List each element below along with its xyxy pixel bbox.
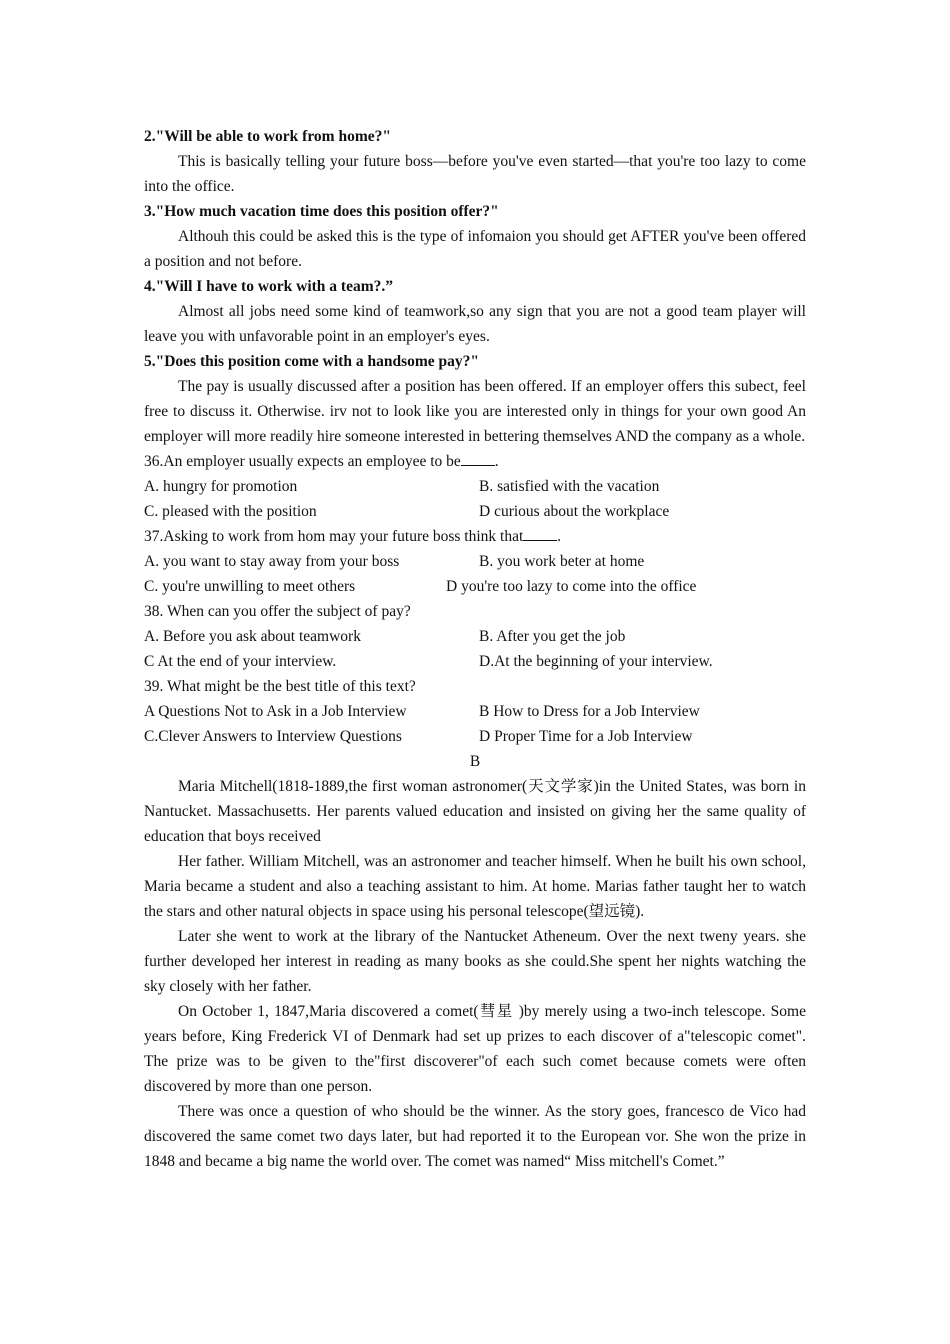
tip-5-heading: 5."Does this position come with a handsome pay?" bbox=[144, 353, 479, 370]
option-d: D.At the beginning of your interview. bbox=[479, 653, 713, 670]
passage-b-paragraph: Later she went to work at the library of the Nantucket Atheneum. Over the next tweny years. she further developed her interest in reading as many books as she could.She spent her nights watching the sky closely with her father. bbox=[144, 928, 806, 995]
question-38-stem: 38. When can you offer the subject of pay? bbox=[144, 603, 411, 620]
option-a: A. hungry for promotion bbox=[144, 478, 298, 495]
question-37-options-cd bbox=[144, 574, 806, 599]
option-c: C. you're unwilling to meet others bbox=[144, 578, 356, 595]
option-d: D curious about the workplace bbox=[479, 503, 670, 520]
option-b: B How to Dress for a Job Interview bbox=[479, 703, 700, 720]
option-c: C At the end of your interview. bbox=[144, 653, 337, 670]
question-37-options-ab bbox=[144, 549, 806, 574]
question-39-stem: 39. What might be the best title of this text? bbox=[144, 678, 416, 695]
option-d: D you're too lazy to come into the office bbox=[446, 578, 697, 595]
question-39-options-cd bbox=[144, 724, 806, 749]
question-37-stem: 37.Asking to work from hom may your future boss think that . bbox=[144, 528, 562, 545]
option-a: A. you want to stay away from your boss bbox=[144, 553, 400, 570]
tip-2-text: This is basically telling your future boss—before you've even started—that you're too lazy to come into the office. bbox=[144, 153, 806, 195]
passage-b-paragraph: Her father. William Mitchell, was an astronomer and teacher himself. When he built his own school, Maria became a student and also a teaching assistant to him. At home. Marias father taught her to watch the stars and other natural objects in space using his personal telescope(望远镜). bbox=[144, 853, 806, 920]
section-b-label: B bbox=[469, 753, 481, 770]
question-38-options-ab bbox=[144, 624, 806, 649]
answer-blank bbox=[461, 451, 495, 466]
tip-2-heading: 2."Will be able to work from home?" bbox=[144, 128, 391, 145]
tip-3-text: Althouh this could be asked this is the type of infomaion you should get AFTER you've been offered a position and not before. bbox=[144, 228, 806, 270]
option-b: B. you work beter at home bbox=[479, 553, 645, 570]
tip-4-text: Almost all jobs need some kind of teamwork,so any sign that you are not a good team player will leave you with unfavorable point in an employer's eyes. bbox=[144, 303, 806, 345]
option-b: B. After you get the job bbox=[479, 628, 626, 645]
passage-b-paragraph: Maria Mitchell(1818-1889,the first woman astronomer(天文学家)in the United States, was born in Nantucket. Massachusetts. Her parents valued education and insisted on giving her the same quality of education that boys received bbox=[144, 778, 806, 845]
tip-3-heading: 3."How much vacation time does this position offer?" bbox=[144, 203, 499, 220]
question-36-stem: 36.An employer usually expects an employee to be . bbox=[144, 453, 499, 470]
question-36-options-cd bbox=[144, 499, 806, 524]
answer-blank bbox=[523, 526, 557, 541]
passage-b-paragraph: There was once a question of who should be the winner. As the story goes, francesco de Vico had discovered the same comet two days later, but had reported it to the European vor. She won the prize in 1848 and became a big name the world over. The comet was named“ Miss mitchell's Comet.” bbox=[144, 1103, 806, 1170]
option-c: C.Clever Answers to Interview Questions bbox=[144, 728, 402, 745]
passage-b-paragraph: On October 1, 1847,Maria discovered a comet(彗星 )by merely using a two-inch telescope. Some years before, King Frederick VI of Denmark had set up prizes to each discover of a"telescopic comet". The prize was to be given to the"first discoverer"of each such comet because comets were often discovered by more than one person. bbox=[144, 1003, 806, 1095]
option-b: B. satisfied with the vacation bbox=[479, 478, 660, 495]
tip-5-text: The pay is usually discussed after a position has been offered. If an employer offers this subect, feel free to discuss it. Otherwise. irv not to look like you are interested only in things for your own good An employer will more readily hire someone interested in bettering themselves AND the company as a whole. bbox=[144, 378, 806, 445]
document-page bbox=[144, 124, 806, 1174]
option-d: D Proper Time for a Job Interview bbox=[479, 728, 693, 745]
question-38-options-cd bbox=[144, 649, 806, 674]
question-36-options-ab bbox=[144, 474, 806, 499]
tip-4-heading: 4."Will I have to work with a team?.” bbox=[144, 278, 393, 295]
option-a: A Questions Not to Ask in a Job Interview bbox=[144, 703, 407, 720]
option-c: C. pleased with the position bbox=[144, 503, 317, 520]
option-a: A. Before you ask about teamwork bbox=[144, 628, 361, 645]
question-39-options-ab bbox=[144, 699, 806, 724]
